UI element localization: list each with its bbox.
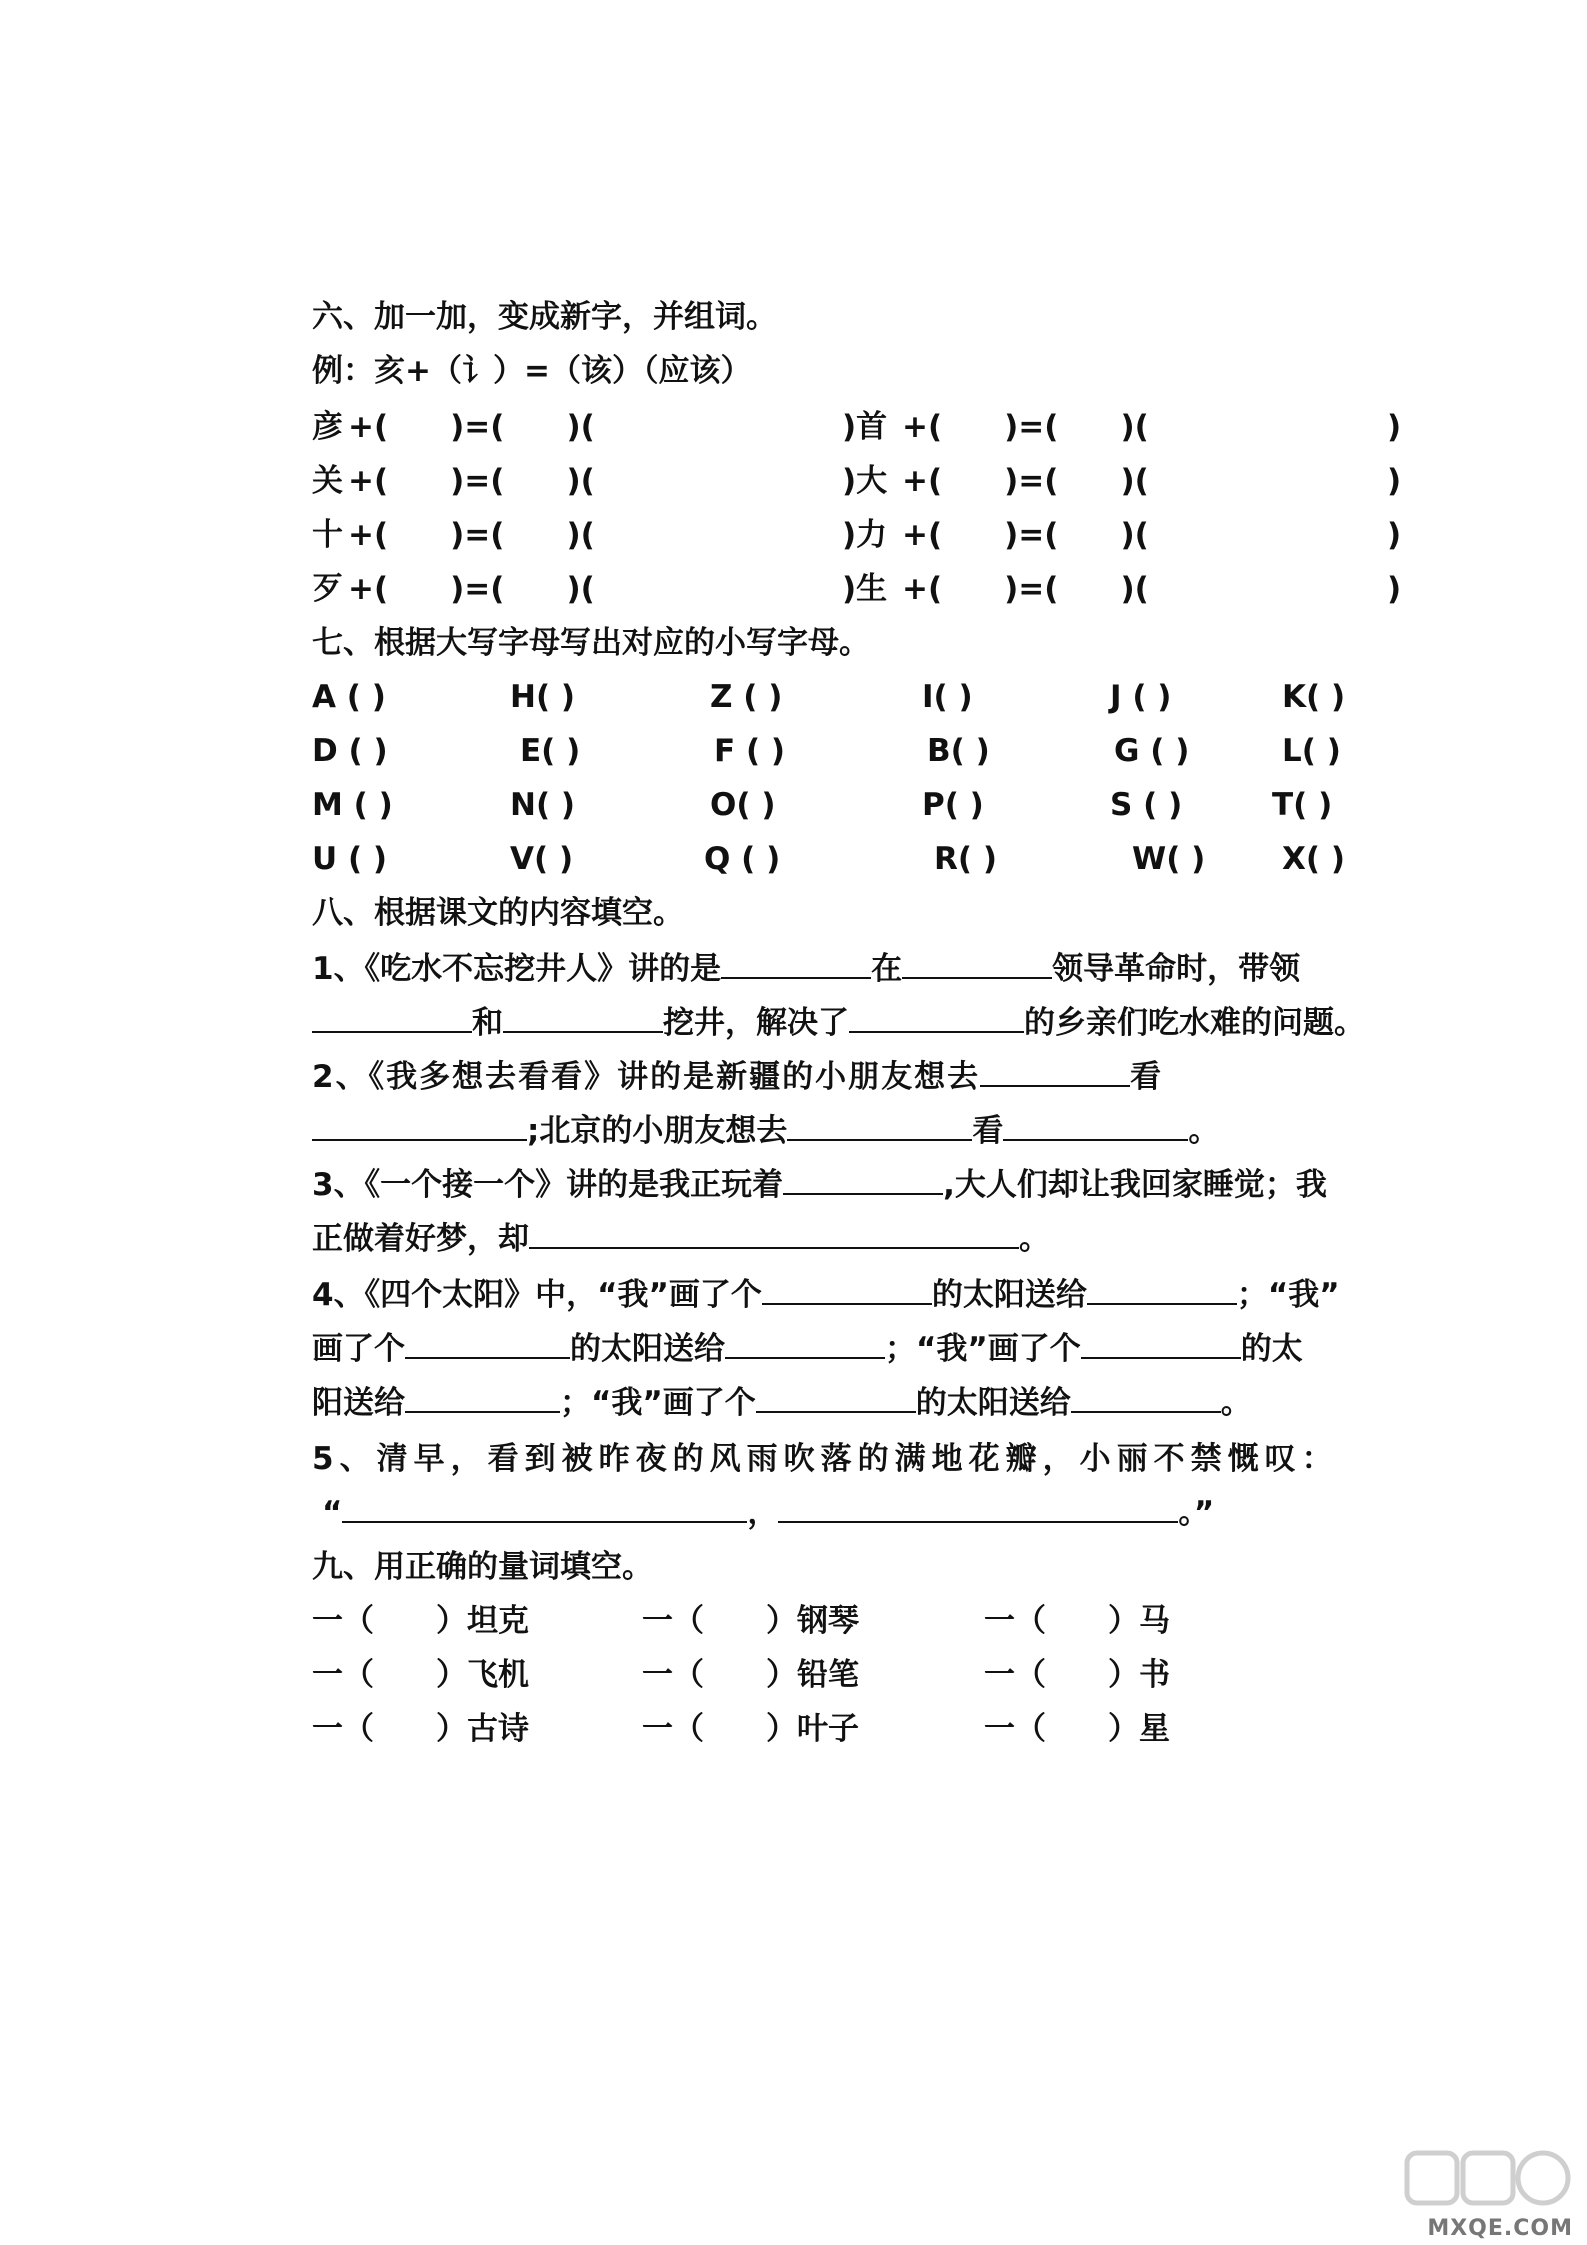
- letter-blank: Z ( ): [710, 679, 783, 715]
- equation-right: +( )=( )(: [902, 463, 1149, 499]
- answer-blank[interactable]: [849, 999, 1024, 1033]
- letter-blank: P( ): [922, 787, 984, 823]
- answer-blank[interactable]: [1003, 1107, 1188, 1141]
- letter-blank: K( ): [1282, 679, 1346, 715]
- letter-blank: V( ): [510, 841, 574, 877]
- answer-blank[interactable]: [312, 999, 472, 1033]
- equation-right-char: )生: [842, 571, 888, 607]
- letter-blank: D ( ): [312, 733, 388, 769]
- letter-blank: G ( ): [1114, 733, 1190, 769]
- measure-word-item: 一（ ）坦克: [312, 1603, 529, 1639]
- letter-blank: S ( ): [1110, 787, 1183, 823]
- section6-example: 例：亥+（讠）=（该）（应该）: [312, 353, 752, 389]
- equation-left: +( )=( )(: [348, 463, 595, 499]
- equation-right: +( )=( )(: [902, 517, 1149, 553]
- measure-word-item: 一（ ）飞机: [312, 1657, 529, 1693]
- letter-blank: O( ): [710, 787, 776, 823]
- measure-word-item: 一（ ）铅笔: [642, 1657, 859, 1693]
- measure-word-item: 一（ ）叶子: [642, 1711, 859, 1747]
- equation-right-char: )力: [842, 517, 888, 553]
- answer-blank[interactable]: [405, 1325, 570, 1359]
- question-3-line-1: 3、《一个接一个》讲的是我正玩着 ,大人们却让我回家睡觉；我: [312, 1160, 1327, 1210]
- section6-row: 歹 +( )=( )( )生 +( )=( )( ): [312, 564, 1402, 614]
- answer-blank[interactable]: [1087, 1271, 1237, 1305]
- letter-blank: M ( ): [312, 787, 393, 823]
- answer-blank[interactable]: [312, 1107, 527, 1141]
- equation-right: +( )=( )(: [902, 409, 1149, 445]
- section6-row: 关 +( )=( )( )大 +( )=( )( ): [312, 456, 1402, 506]
- letter-row: [312, 780, 1402, 830]
- measure-word-item: 一（ ）书: [984, 1657, 1170, 1693]
- answer-blank[interactable]: [721, 945, 871, 979]
- letter-blank: L( ): [1282, 733, 1341, 769]
- measure-word-item: 一（ ）马: [984, 1603, 1170, 1639]
- answer-blank[interactable]: [778, 1489, 1178, 1523]
- question-4-line-1: 4、《四个太阳》中，“我”画了个 的太阳送给 ；“我”: [312, 1270, 1340, 1320]
- letter-blank: J ( ): [1110, 679, 1172, 715]
- letter-blank: I( ): [922, 679, 973, 715]
- equation-left: +( )=( )(: [348, 409, 595, 445]
- letter-row: [312, 726, 1402, 776]
- measure-word-row: [312, 1650, 1312, 1700]
- question-2-line-2: ;北京的小朋友想去 看 。: [312, 1106, 1219, 1156]
- answer-blank[interactable]: [787, 1107, 972, 1141]
- equation-right-char: )大: [842, 463, 888, 499]
- letter-blank: X( ): [1282, 841, 1346, 877]
- section8-title: 八、根据课文的内容填空。: [312, 895, 684, 931]
- section6-row: 十 +( )=( )( )力 +( )=( )( ): [312, 510, 1402, 560]
- watermark-url: MXQE.COM: [1427, 2216, 1573, 2241]
- letter-blank: R( ): [934, 841, 997, 877]
- answer-blank[interactable]: [783, 1161, 943, 1195]
- letter-blank: H( ): [510, 679, 576, 715]
- measure-word-row: [312, 1596, 1312, 1646]
- answer-blank[interactable]: [756, 1379, 916, 1413]
- measure-word-item: 一（ ）古诗: [312, 1711, 529, 1747]
- equation-left: +( )=( )(: [348, 571, 595, 607]
- section7-title: 七、根据大写字母写出对应的小写字母。: [312, 625, 870, 661]
- question-5-line-1: 5、清早，看到被昨夜的风雨吹落的满地花瓣，小丽不禁慨叹：: [312, 1441, 1339, 1477]
- answer-blank[interactable]: [1081, 1325, 1241, 1359]
- answer-blank[interactable]: [342, 1489, 747, 1523]
- letter-blank: A ( ): [312, 679, 386, 715]
- question-1-line-1: 1、《吃水不忘挖井人》讲的是 在 领导革命时，带领: [312, 944, 1300, 994]
- section6-title: 六、加一加，变成新字，并组词。: [312, 299, 777, 335]
- equation-left: +( )=( )(: [348, 517, 595, 553]
- letter-blank: T( ): [1272, 787, 1333, 823]
- measure-word-item: 一（ ）钢琴: [642, 1603, 859, 1639]
- letter-blank: U ( ): [312, 841, 388, 877]
- answer-blank[interactable]: [725, 1325, 885, 1359]
- answer-blank[interactable]: [980, 1053, 1130, 1087]
- letter-row: [312, 834, 1402, 884]
- equation-right: +( )=( )(: [902, 571, 1149, 607]
- measure-word-item: 一（ ）星: [984, 1711, 1170, 1747]
- question-4-line-3: 阳送给 ；“我”画了个 的太阳送给 。: [312, 1378, 1252, 1428]
- question-5-line-2: “ ， 。”: [322, 1488, 1214, 1538]
- equation-right-char: )首: [842, 409, 888, 445]
- measure-word-row: [312, 1704, 1312, 1754]
- letter-blank: E( ): [520, 733, 581, 769]
- letter-blank: B( ): [927, 733, 990, 769]
- letter-blank: F ( ): [714, 733, 786, 769]
- question-4-line-2: 画了个 的太阳送给 ；“我”画了个 的太: [312, 1324, 1303, 1374]
- question-2-line-1: 2、《我多想去看看》讲的是新疆的小朋友想去 看: [312, 1052, 1163, 1102]
- answer-blank[interactable]: [1071, 1379, 1221, 1413]
- answer-blank[interactable]: [405, 1379, 560, 1413]
- section6-row: 彦 +( )=( )( )首 +( )=( )( ): [312, 402, 1402, 452]
- question-1-line-2: 和 挖井，解决了 的乡亲们吃水难的问题。: [312, 998, 1365, 1048]
- answer-blank[interactable]: [902, 945, 1052, 979]
- letter-blank: Q ( ): [704, 841, 781, 877]
- letter-row: [312, 672, 1402, 722]
- section9-title: 九、用正确的量词填空。: [312, 1549, 653, 1585]
- letter-blank: W( ): [1132, 841, 1206, 877]
- answer-blank[interactable]: [503, 999, 663, 1033]
- letter-blank: N( ): [510, 787, 576, 823]
- question-3-line-2: 正做着好梦，却 。: [312, 1214, 1050, 1264]
- answer-blank[interactable]: [529, 1215, 1019, 1249]
- answer-blank[interactable]: [762, 1271, 932, 1305]
